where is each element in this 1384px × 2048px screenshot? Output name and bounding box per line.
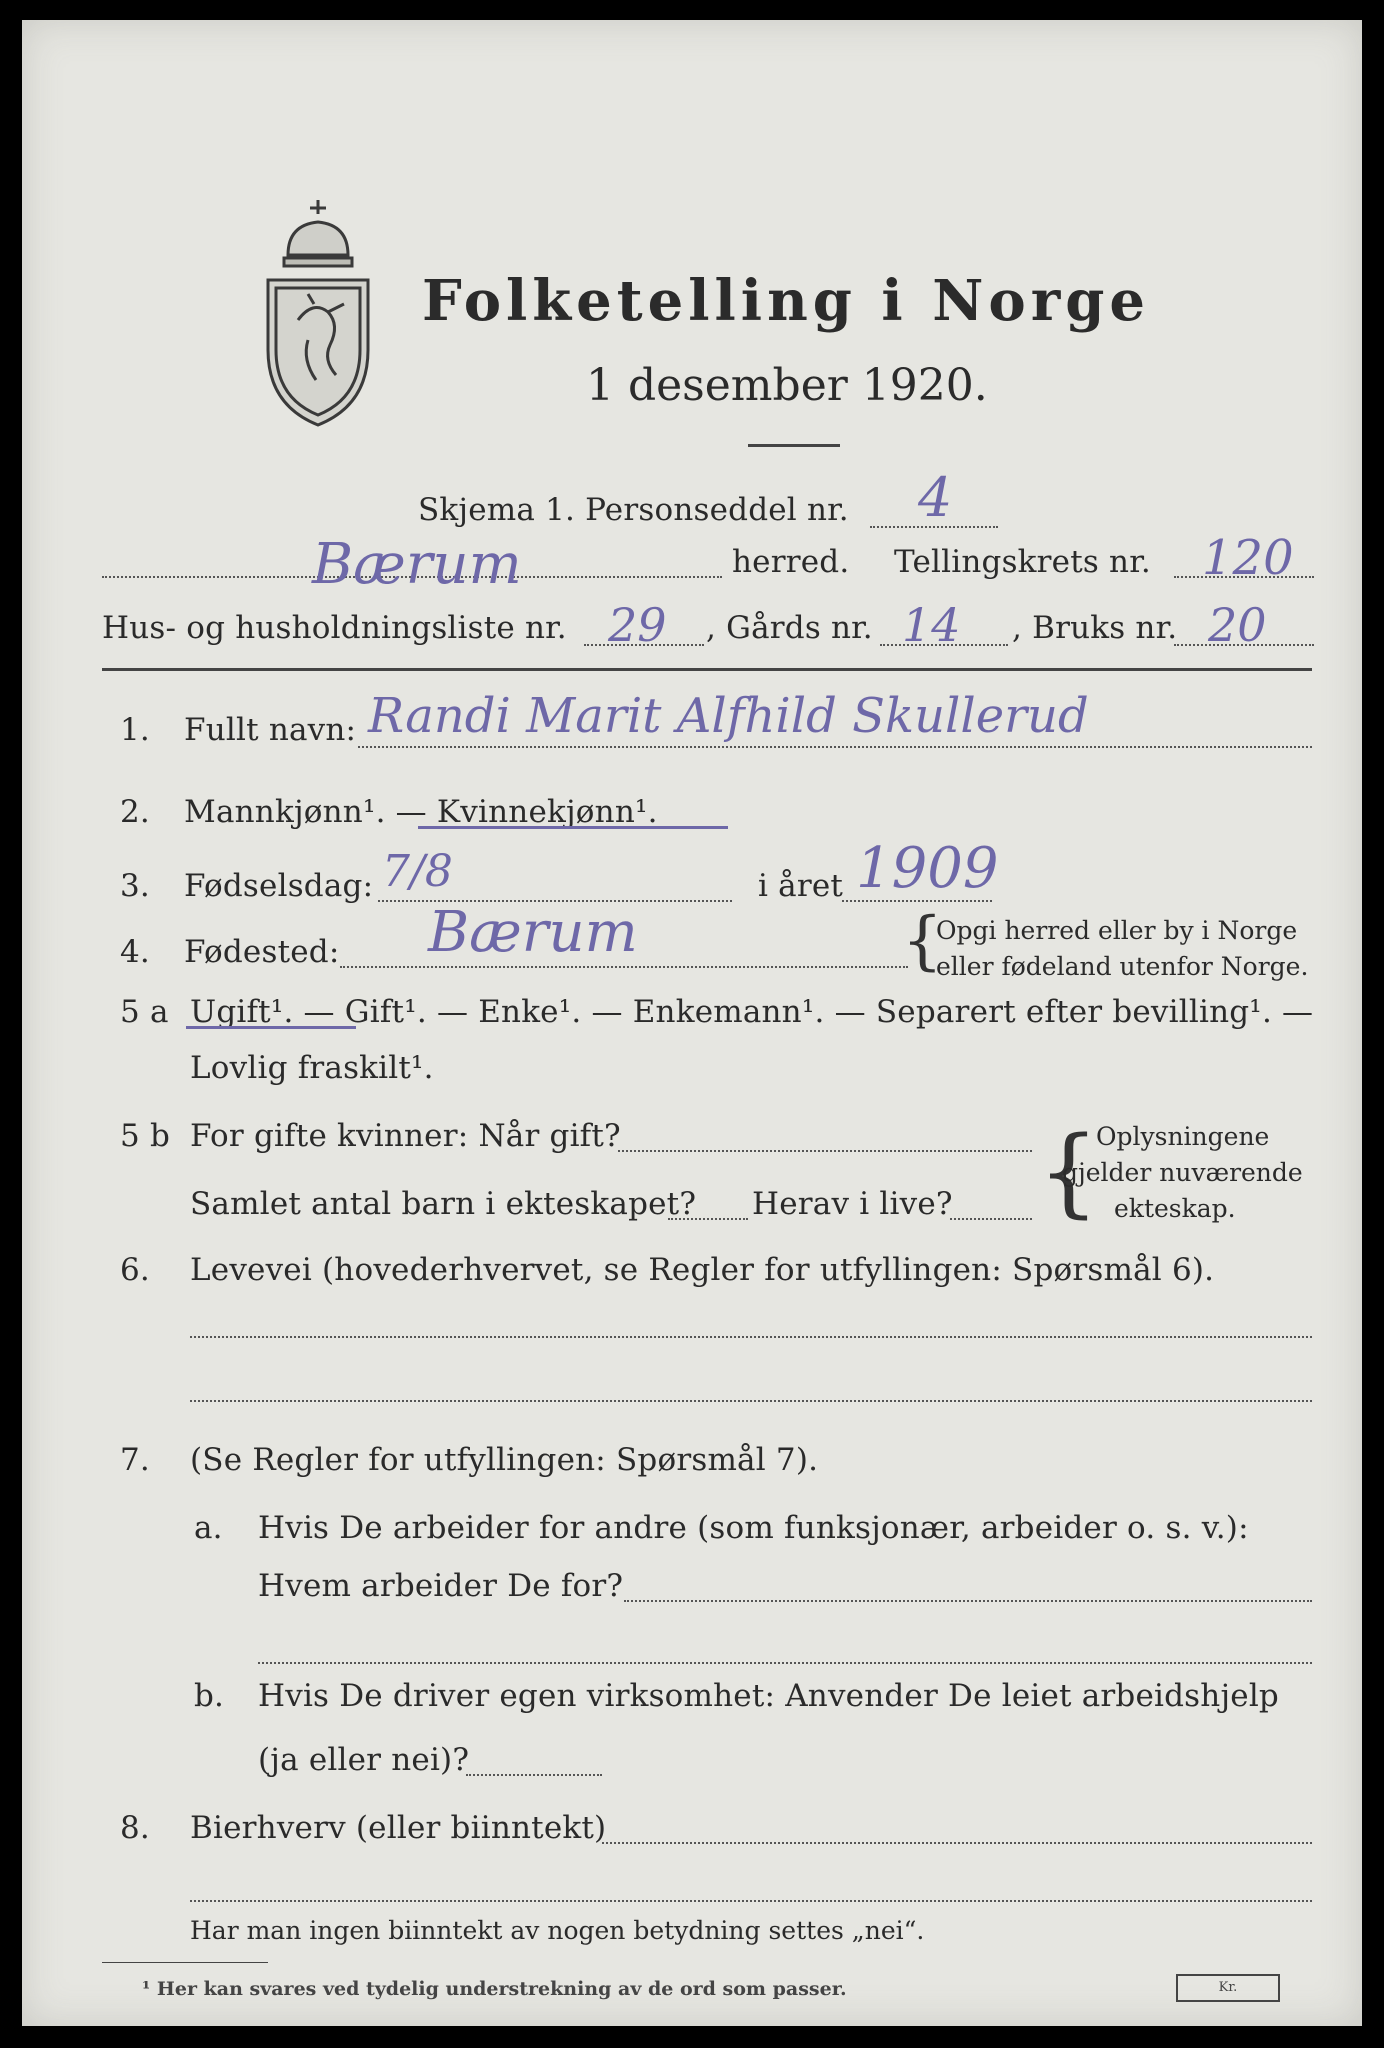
q5b-line2b: Herav i live? bbox=[752, 1186, 953, 1222]
form-date: 1 desember 1920. bbox=[586, 360, 988, 411]
title-divider bbox=[748, 444, 840, 447]
q3-number: 3. bbox=[120, 868, 150, 904]
q7b-number: b. bbox=[194, 1678, 225, 1714]
full-name-value[interactable]: Randi Marit Alfhild Skullerud bbox=[368, 688, 1089, 744]
q8-label: Bierhverv (eller biinntekt) bbox=[190, 1810, 607, 1846]
q8-field-line-1 bbox=[602, 1842, 1312, 1844]
kvinnekjonn-underline bbox=[418, 826, 728, 829]
q5b-line1: For gifte kvinner: Når gift? bbox=[190, 1118, 621, 1154]
year-label: i året bbox=[758, 868, 844, 904]
birth-year-value[interactable]: 1909 bbox=[856, 836, 999, 901]
q8-field-line-2 bbox=[190, 1900, 1312, 1902]
q5b-married-field-line bbox=[618, 1150, 1032, 1152]
q8-number: 8. bbox=[120, 1810, 150, 1846]
q6-number: 6. bbox=[120, 1252, 150, 1288]
q4-number: 4. bbox=[120, 934, 150, 970]
q4-label: Fødested: bbox=[184, 934, 340, 970]
birthday-value[interactable]: 7/8 bbox=[382, 846, 453, 897]
q5b-note3: ekteskap. bbox=[1114, 1194, 1236, 1223]
gards-label: , Gårds nr. bbox=[706, 610, 873, 646]
q7a-line2: Hvem arbeider De for? bbox=[258, 1568, 624, 1604]
birthplace-value[interactable]: Bærum bbox=[428, 900, 638, 965]
q6-field-line-1 bbox=[190, 1336, 1312, 1338]
q8-note: Har man ingen biinntekt av nogen betydning settes „nei“. bbox=[190, 1916, 925, 1945]
census-form-sheet bbox=[22, 20, 1362, 2026]
q1-label: Fullt navn: bbox=[184, 712, 357, 748]
q7a-line1: Hvis De arbeider for andre (som funksjonær, arbeider o. s. v.): bbox=[258, 1510, 1249, 1546]
tellingskrets-value[interactable]: 120 bbox=[1202, 530, 1294, 586]
personseddel-value[interactable]: 4 bbox=[918, 466, 953, 529]
gards-value[interactable]: 14 bbox=[902, 598, 961, 652]
printer-stamp: Kr. bbox=[1176, 1974, 1280, 2002]
q7b-field-line bbox=[466, 1774, 602, 1776]
footnote-divider bbox=[102, 1962, 268, 1963]
tellingskrets-label: Tellingskrets nr. bbox=[894, 544, 1151, 580]
q5b-number: 5 b bbox=[120, 1118, 171, 1154]
schema-label: Skjema 1. Personseddel nr. bbox=[418, 492, 849, 528]
husholdningsliste-value[interactable]: 29 bbox=[608, 598, 667, 652]
q7a-field-line-2 bbox=[258, 1662, 1312, 1664]
q2-number: 2. bbox=[120, 794, 150, 830]
bruks-value[interactable]: 20 bbox=[1208, 598, 1267, 652]
husholdningsliste-label: Hus- og husholdningsliste nr. bbox=[102, 610, 567, 646]
q5a-line2: Lovlig fraskilt¹. bbox=[190, 1050, 434, 1086]
q3-label: Fødselsdag: bbox=[184, 868, 374, 904]
q5a-line1: Ugift¹. — Gift¹. — Enke¹. — Enkemann¹. — Separert efter bevilling¹. — bbox=[190, 994, 1314, 1030]
q2-label: Mannkjønn¹. — Kvinnekjønn¹. bbox=[184, 794, 658, 830]
q6-label: Levevei (hovederhvervet, se Regler for utfyllingen: Spørsmål 6). bbox=[190, 1252, 1215, 1288]
q5b-brace: { bbox=[1038, 1116, 1100, 1228]
q4-note-line1: Opgi herred eller by i Norge bbox=[936, 916, 1298, 945]
q5b-note1: Oplysningene bbox=[1096, 1122, 1270, 1151]
q7a-number: a. bbox=[194, 1510, 223, 1546]
q7b-line2: (ja eller nei)? bbox=[258, 1742, 470, 1778]
q1-field-line bbox=[358, 746, 1312, 748]
q1-number: 1. bbox=[120, 712, 150, 748]
ugift-underline bbox=[186, 1026, 356, 1029]
q4-field-line bbox=[340, 966, 908, 968]
q7a-field-line-1 bbox=[624, 1600, 1312, 1602]
q5b-children-field-line bbox=[668, 1218, 748, 1220]
herred-value[interactable]: Bærum bbox=[312, 532, 522, 597]
herred-label: herred. bbox=[732, 544, 850, 580]
q4-note-line2: eller fødeland utenfor Norge. bbox=[936, 952, 1309, 981]
q5b-note2: gjelder nuværende bbox=[1062, 1158, 1303, 1187]
q6-field-line-2 bbox=[190, 1400, 1312, 1402]
header-separator bbox=[102, 668, 1312, 671]
coat-of-arms-icon bbox=[258, 200, 378, 430]
q4-brace: { bbox=[902, 904, 943, 978]
bruks-label: , Bruks nr. bbox=[1012, 610, 1178, 646]
q7-number: 7. bbox=[120, 1442, 150, 1478]
q7-label: (Se Regler for utfyllingen: Spørsmål 7). bbox=[190, 1442, 819, 1478]
q5b-line2: Samlet antal barn i ekteskapet? bbox=[190, 1186, 697, 1222]
form-title: Folketelling i Norge bbox=[422, 268, 1151, 334]
q5a-number: 5 a bbox=[120, 994, 169, 1030]
q7b-line1: Hvis De driver egen virksomhet: Anvender De leiet arbeidshjelp bbox=[258, 1678, 1279, 1714]
footnote-text: ¹ Her kan svares ved tydelig understrekning av de ord som passer. bbox=[142, 1978, 847, 2000]
q5b-alive-field-line bbox=[950, 1218, 1032, 1220]
